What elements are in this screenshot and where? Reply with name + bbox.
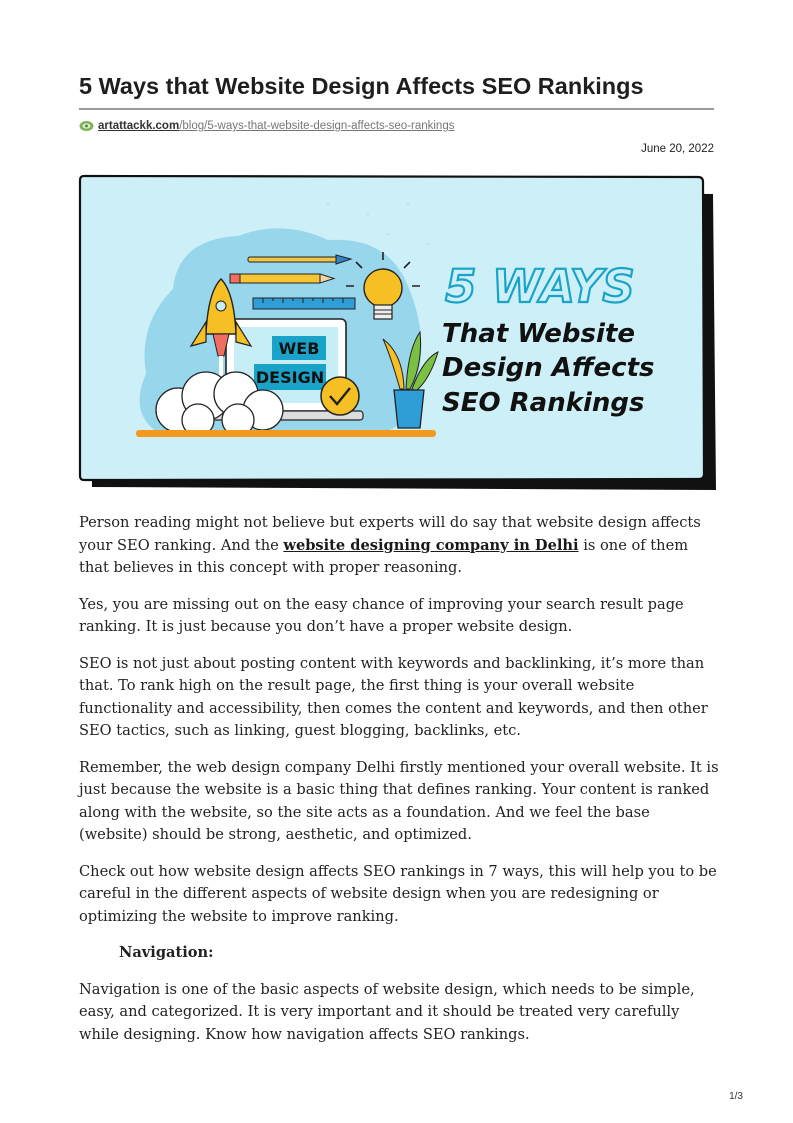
hero-image <box>78 174 718 494</box>
company-link[interactable]: website designing company in Delhi <box>283 536 579 554</box>
link-icon <box>79 120 94 132</box>
ruler-icon <box>253 298 355 309</box>
heading-navigation: Navigation: <box>119 944 214 961</box>
publish-date: June 20, 2022 <box>641 143 714 155</box>
source-link[interactable] <box>79 118 454 134</box>
screen-text-design: DESIGN <box>255 368 325 387</box>
source-domain[interactable]: artattackk.com <box>98 120 180 132</box>
screen-text-web: WEB <box>278 339 320 358</box>
hero-heading: 5 WAYS <box>445 260 635 313</box>
paragraph-4: Remember, the web design company Delhi firstly mentioned your overall website. It is just because the website is a basic thing that defines ranking. Your content is ranked along with the website, so the site acts as a foundation. And we feel the base (website) should be strong, aesthetic, and optimized. <box>79 758 719 843</box>
paragraph-5: Check out how website design affects SEO rankings in 7 ways, this will help you to be careful in the different aspects of website design when you are redesigning or optimizing the website to improve ranking. <box>79 862 717 925</box>
paragraph-3: SEO is not just about posting content with keywords and backlinking, it’s more than that. To rank high on the result page, the first thing is your overall website functionality and accessibility, then comes the content and keywords, and then other SEO tactics, such as linking, guest blogging, backlinks, etc. <box>79 654 708 739</box>
paragraph-2: Yes, you are missing out on the easy chance of improving your search result page ranking. It is just because you don’t have a proper website design. <box>79 595 684 635</box>
hero-subline-3: SEO Rankings <box>442 388 645 418</box>
article-body <box>79 512 719 1060</box>
paragraph-intro: Person reading might not believe but experts will do say that website design affects your SEO ranking. And the website designing company in Delhi is one of them that believes in this concept with proper reasoning. <box>79 514 701 576</box>
hero-subline-1: That Website <box>442 319 635 349</box>
checkmark-icon <box>321 377 359 415</box>
hero-subline-2: Design Affects <box>442 353 655 383</box>
source-path[interactable]: /blog/5-ways-that-website-design-affects-seo-rankings <box>179 120 455 132</box>
pencil-icon <box>230 274 334 283</box>
page-title: 5 Ways that Website Design Affects SEO Rankings <box>79 73 644 99</box>
page-number: 1/3 <box>729 1091 743 1102</box>
paragraph-6: Navigation is one of the basic aspects of website design, which needs to be simple, easy, and categorized. It is very important and it should be treated very carefully while designing. Know how navigation affects SEO rankings. <box>79 980 695 1043</box>
title-divider <box>79 108 714 110</box>
